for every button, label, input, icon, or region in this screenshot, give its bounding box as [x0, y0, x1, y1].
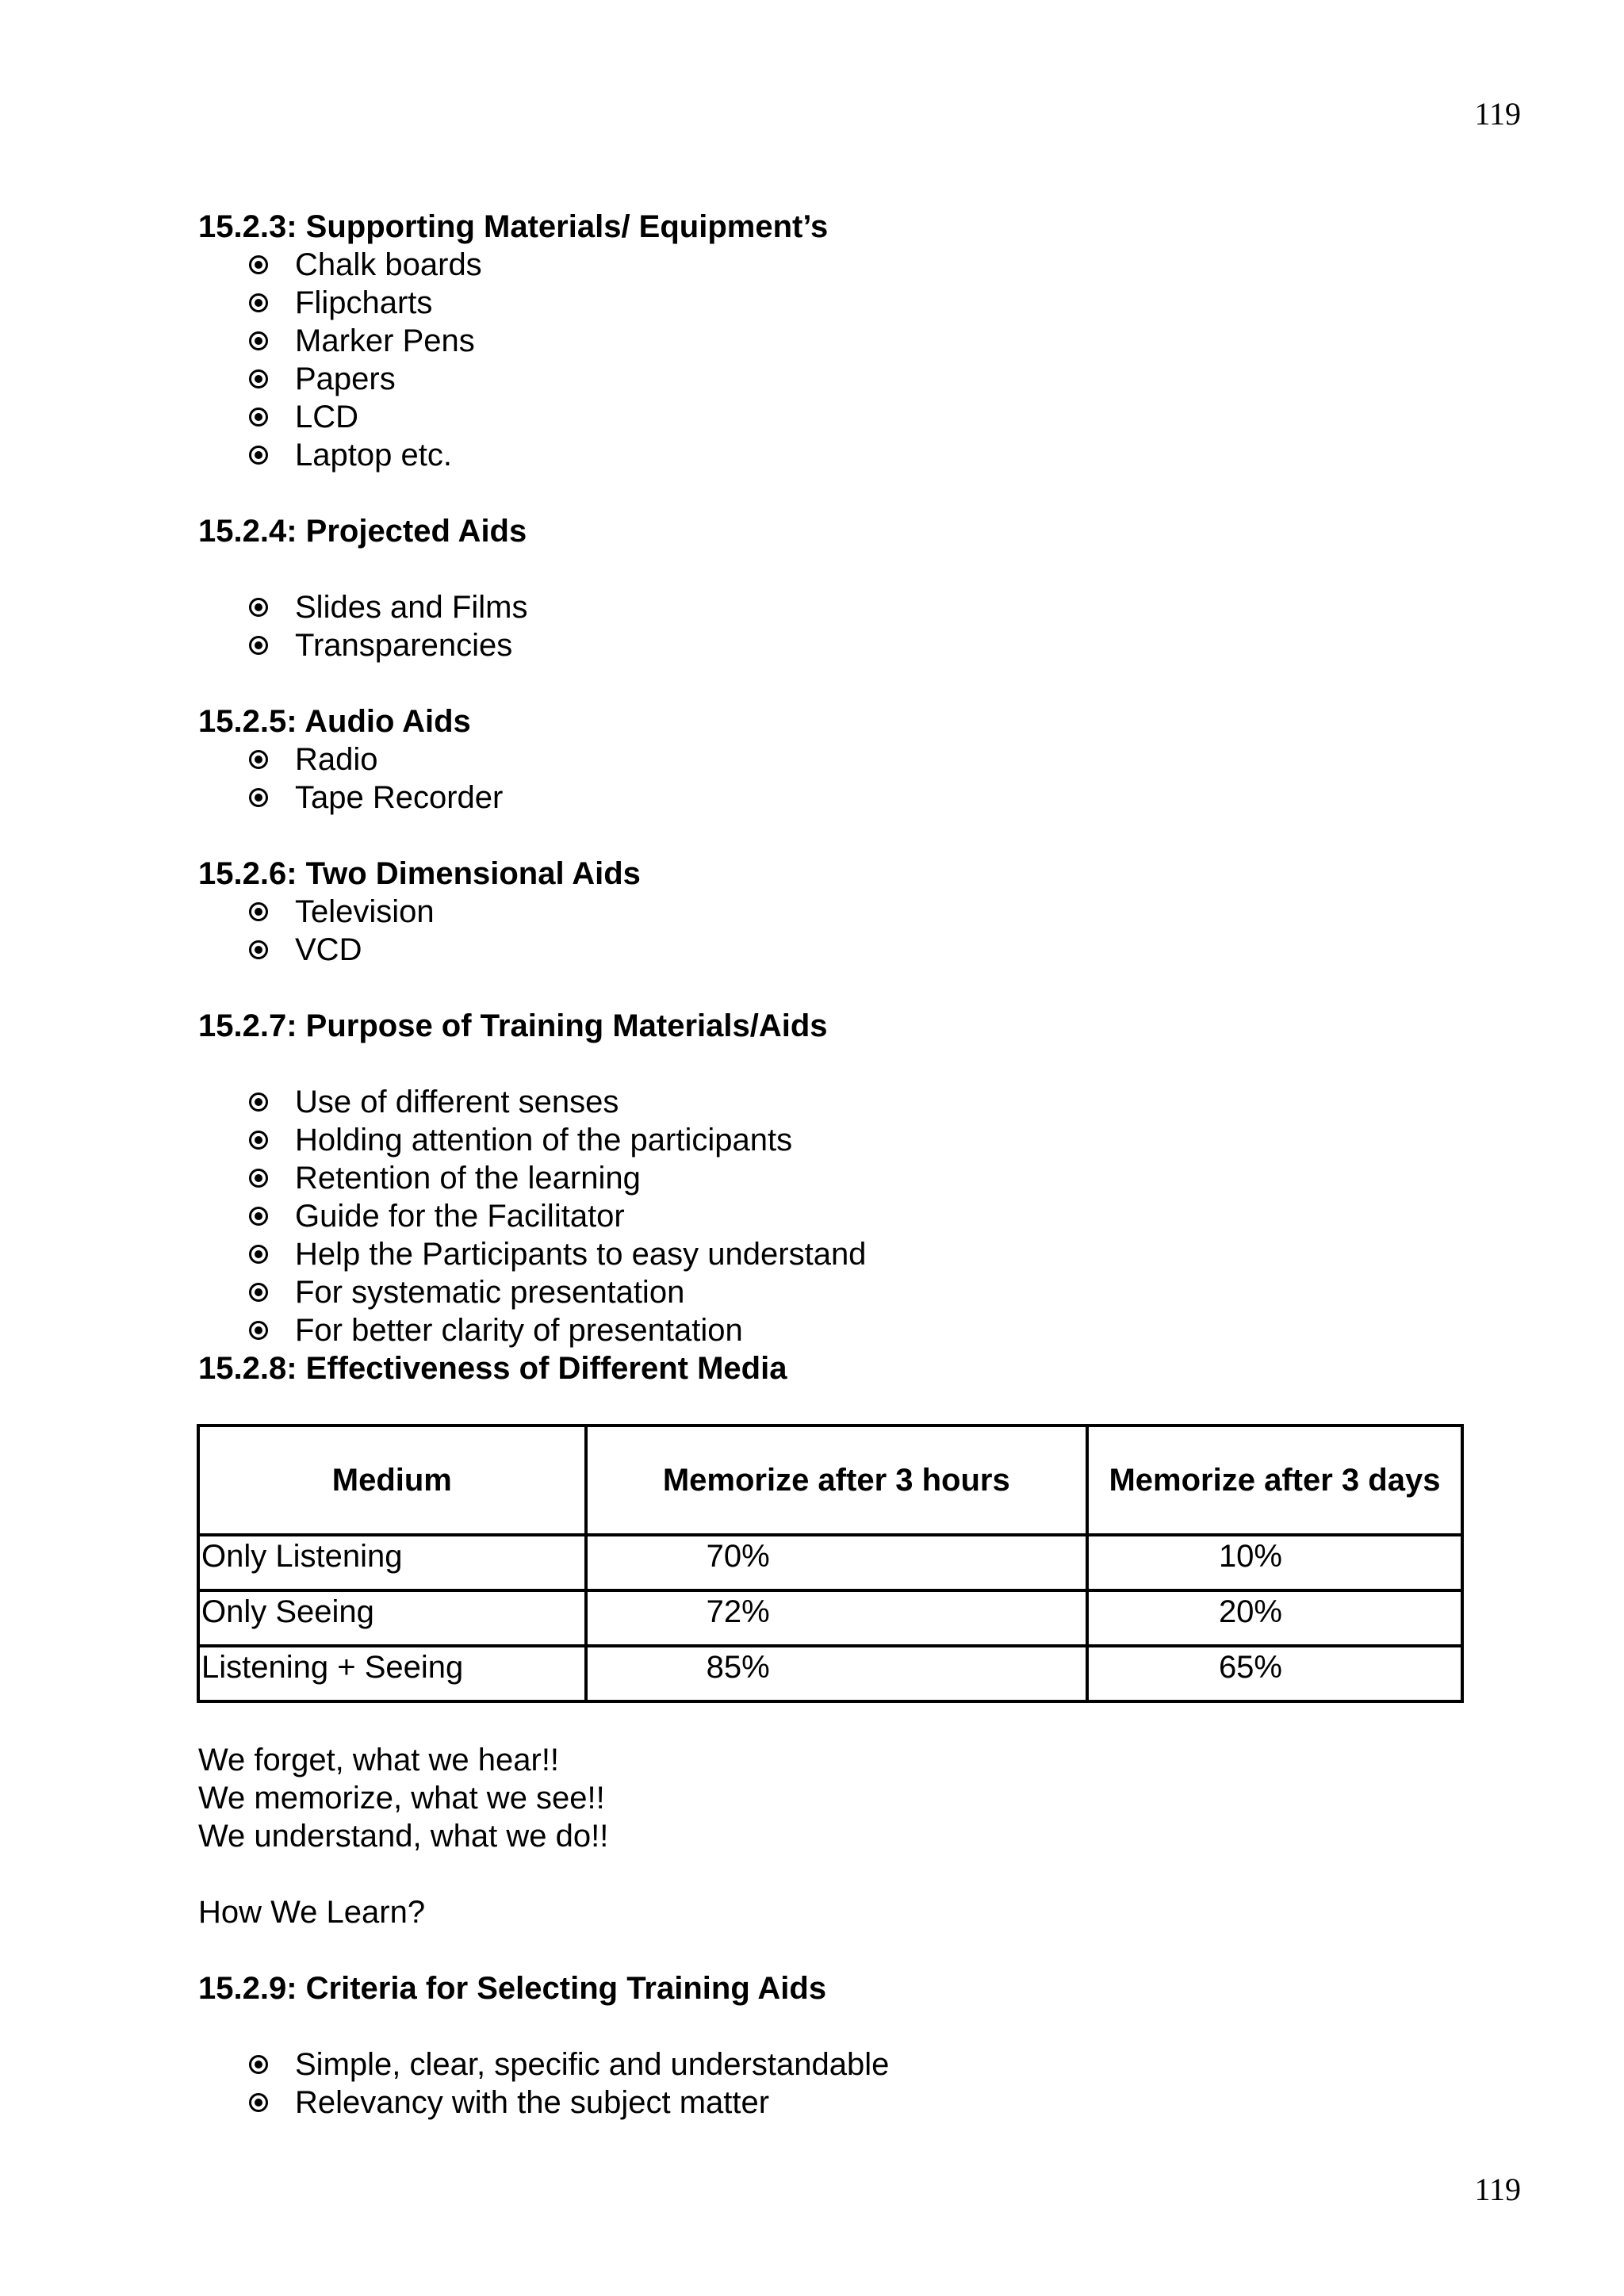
column-header: Memorize after 3 days [1087, 1425, 1462, 1535]
bullet-list [198, 740, 1467, 817]
list-item: Tape Recorder [198, 779, 1467, 817]
bullet-icon [249, 255, 268, 274]
list-item: Holding attention of the participants [198, 1121, 1467, 1159]
list-item: Simple, clear, specific and understandable [198, 2045, 1467, 2084]
bullet-icon [249, 1169, 268, 1188]
section-heading: 15.2.3: Supporting Materials/ Equipment’s [198, 209, 829, 244]
section-heading: 15.2.8: Effectiveness of Different Media [198, 1351, 787, 1386]
bullet-icon [249, 1207, 268, 1226]
table-row [198, 1535, 1462, 1590]
saying-line: We understand, what we do!! [198, 1819, 609, 1854]
table-cell: Only Listening [198, 1535, 586, 1590]
table-row [198, 1646, 1462, 1701]
bullet-list [198, 2045, 1467, 2122]
list-item: Laptop etc. [198, 436, 1467, 474]
bullet-icon [249, 369, 268, 388]
list-item: For better clarity of presentation [198, 1311, 1467, 1349]
media-effectiveness-table [197, 1424, 1464, 1703]
list-item: Use of different senses [198, 1083, 1467, 1121]
bullet-icon [249, 1283, 268, 1302]
list-item: Television [198, 893, 1467, 931]
list-item: Slides and Films [198, 588, 1467, 626]
bullet-icon [249, 293, 268, 312]
bullet-icon [249, 1131, 268, 1150]
bullet-icon [249, 598, 268, 617]
section-heading: 15.2.7: Purpose of Training Materials/Aids [198, 1008, 828, 1043]
list-item: Papers [198, 360, 1467, 398]
section-heading: 15.2.5: Audio Aids [198, 704, 471, 739]
table-cell: 10% [1087, 1535, 1462, 1590]
column-header: Memorize after 3 hours [586, 1425, 1087, 1535]
list-item: Retention of the learning [198, 1159, 1467, 1197]
bullet-list [198, 1083, 1467, 1349]
section-heading: 15.2.9: Criteria for Selecting Training Aids [198, 1971, 827, 2006]
bullet-icon [249, 2093, 268, 2112]
table-header-row [198, 1425, 1462, 1535]
bullet-icon [249, 788, 268, 807]
bullet-list [198, 246, 1467, 474]
table-cell: 20% [1087, 1590, 1462, 1646]
bullet-icon [249, 750, 268, 769]
table-cell: Listening + Seeing [198, 1646, 586, 1701]
list-item: Help the Participants to easy understand [198, 1235, 1467, 1273]
table-cell: 85% [586, 1646, 1087, 1701]
bullet-icon [249, 331, 268, 350]
table-cell: 70% [586, 1535, 1087, 1590]
bullet-icon [249, 408, 268, 427]
bullet-icon [249, 2055, 268, 2074]
list-item: For systematic presentation [198, 1273, 1467, 1311]
bullet-icon [249, 1245, 268, 1264]
saying-line: We forget, what we hear!! [198, 1743, 560, 1777]
bullet-icon [249, 940, 268, 959]
table-cell: 72% [586, 1590, 1087, 1646]
page-content [198, 208, 1467, 2122]
bullet-icon [249, 902, 268, 921]
list-item: Guide for the Facilitator [198, 1197, 1467, 1235]
list-item: Radio [198, 740, 1467, 779]
table-cell: 65% [1087, 1646, 1462, 1701]
list-item: VCD [198, 931, 1467, 969]
column-header: Medium [198, 1425, 586, 1535]
bullet-icon [249, 446, 268, 465]
section-heading: 15.2.6: Two Dimensional Aids [198, 856, 641, 891]
list-item: Relevancy with the subject matter [198, 2084, 1467, 2122]
table-cell: Only Seeing [198, 1590, 586, 1646]
list-item: Marker Pens [198, 322, 1467, 360]
bullet-list [198, 588, 1467, 664]
list-item: Flipcharts [198, 284, 1467, 322]
section-heading: 15.2.4: Projected Aids [198, 514, 527, 549]
bullet-icon [249, 636, 268, 655]
bullet-list [198, 893, 1467, 969]
bullet-icon [249, 1093, 268, 1112]
saying-line: We memorize, what we see!! [198, 1781, 605, 1816]
question-line: How We Learn? [198, 1895, 426, 1930]
list-item: LCD [198, 398, 1467, 436]
page-number-bottom: 119 [1474, 2172, 1521, 2207]
bullet-icon [249, 1321, 268, 1340]
list-item: Chalk boards [198, 246, 1467, 284]
table-row [198, 1590, 1462, 1646]
list-item: Transparencies [198, 626, 1467, 664]
page-number-top: 119 [1474, 96, 1521, 132]
